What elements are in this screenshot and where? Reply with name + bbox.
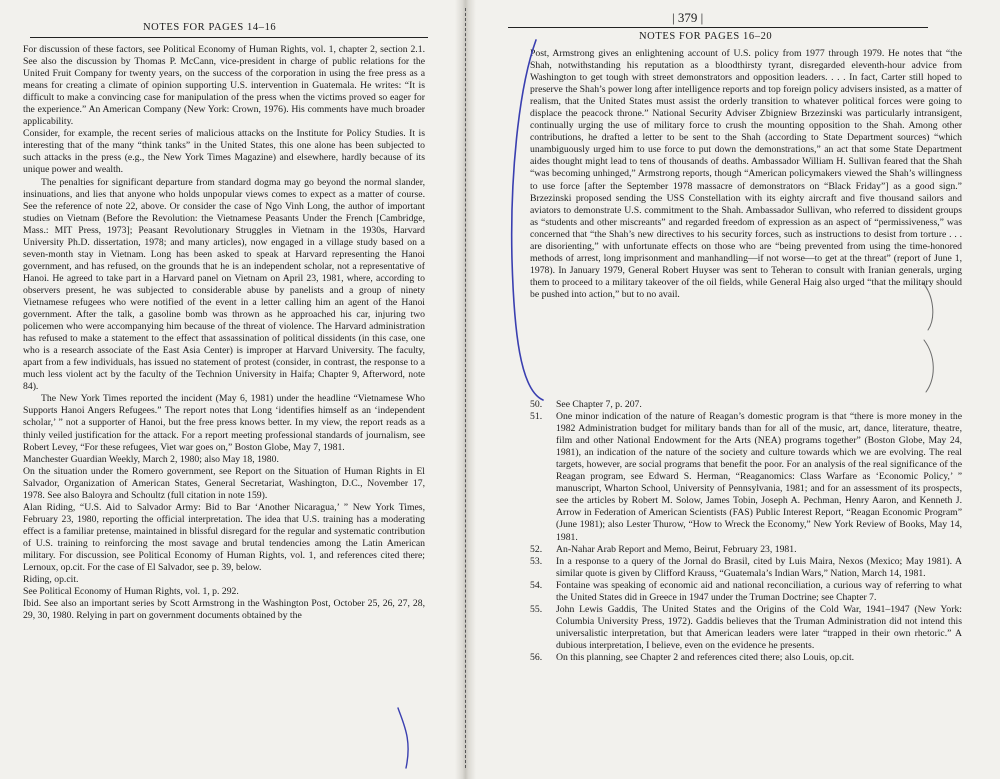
note-number: 52.: [530, 543, 543, 555]
left-paragraph: Manchester Guardian Weekly, March 2, 1980; also May 18, 1980.: [23, 453, 279, 465]
notes-list: [530, 399, 962, 664]
note-number: 56.: [530, 651, 543, 663]
left-paragraph: On the situation under the Romero government, see Report on the Situation of Human Rights in El Salvador, Organization of American States, General Secretariat, Washington, D.C., November 17, 1978. See also Baloyra and Schoultz (full citation in note 159).: [23, 465, 425, 501]
left-running-head: NOTES FOR PAGES 14–16: [143, 22, 277, 33]
note-item: [530, 411, 962, 544]
note-text: See Chapter 7, p. 207.: [556, 399, 642, 410]
right-page: [476, 0, 1000, 779]
note-number: 51.: [530, 411, 543, 423]
left-paragraph: The New York Times reported the incident (May 6, 1981) under the headline “Vietnamese Who Supports Hanoi Angers Refugees.” The report notes that Long ‘identifies himself as an ‘independent scholar,’ ” not a supporter of Hanoi, but the free press knows better. In my view, the report reads as a thinly veiled justification for the attack. For a report meeting professional standards of journalism, see Robert Levey, “For these refugees, Viet war goes on,” Boston Globe, May 7, 1981.: [23, 393, 425, 453]
note-item: [530, 544, 962, 556]
note-item: [530, 652, 962, 664]
note-number: 54.: [530, 579, 543, 591]
note-number: 53.: [530, 555, 543, 567]
right-running-head: NOTES FOR PAGES 16–20: [639, 31, 773, 42]
note-text: On this planning, see Chapter 2 and references cited there; also Louis, op.cit.: [556, 651, 855, 663]
page-number: | 379 |: [672, 10, 704, 25]
note-text: An-Nahar Arab Report and Memo, Beirut, February 23, 1981.: [556, 543, 797, 555]
right-header-rule-top: [508, 27, 928, 28]
note-item: [530, 399, 962, 411]
note-item: [530, 604, 962, 652]
note-number: 55.: [530, 603, 543, 615]
left-header-rule: [30, 37, 428, 38]
left-paragraph: Consider, for example, the recent series of malicious attacks on the Institute for Policy Studies. It is interesting that of the many “think tanks” in the United States, this one alone has been subjected to such attacks in the press (e.g., the New York Times Magazine) and elsewhere, hardly because of its unique power and wealth.: [23, 128, 425, 176]
left-paragraph: Riding, op.cit.: [23, 574, 79, 586]
note-item: [530, 580, 962, 604]
note-text: Fontaine was speaking of economic aid and national reconciliation, a curious way of referring to what the United States did in Greece in 1947 under the Truman Doctrine; see Chapter 7.: [556, 579, 962, 603]
left-paragraph: The penalties for significant departure from standard dogma may go beyond the normal slander, insinuations, and lies that anyone who holds unpopular views comes to expect as a matter of course. See the reference of note 22, above. Or consider the case of Ngo Vinh Long, the author of important studies on Vietnam (Before the Revolution: the Vietnamese Peasants Under the French [Cambridge, Mass.: MIT Press, 1973]; Peasant Revolutionary Struggles in Vietnam in the 1930s, Harvard University Ph.D. dissertation, 1978; and many articles), now engaged in a village study based on a seven-month stay in Vietnam. Long has been asked to speak at Harvard representing the Hanoi government, and has refused, on the grounds that he is an independent scholar, not a representative of Hanoi. He agreed to take part in a Harvard panel on Vietnam on April 23, 1981, where, according to observers present, he was subjected to considerable abuse by panelists and a group of ninety Vietnamese refugees who were notified of the event in a letter calling him an agent of the Hanoi government. After the talk, a gasoline bomb was thrown as he approached his car, injuring two policemen who were accompanying him because of the threat of violence. The Harvard administration has refused to make a statement to the effect that assassination of political dissidents (in this case, one who is a research associate of the East Asia Center) is improper at Harvard University. The faculty, apart from a few individuals, has issued no statement of protest (consider, in contrast, the response to a much less violent act by the faculty of the Technion University in Haifa; Chapter 9, Afterword, note 84).: [23, 176, 425, 393]
note-text: In a response to a query of the Jornal do Brasil, cited by Luis Maira, Nexos (Mexico; May 1981). A similar quote is given by Clifford Krauss, “Guatemala’s Indian Wars,” Nation, March 14, 1981.: [556, 555, 962, 579]
note-text: John Lewis Gaddis, The United States and the Origins of the Cold War, 1941–1947 (New York: Columbia University Press, 1972). Gaddis believes that the Truman Administration did not intend this universalistic interpretation, but that American leaders were later “trapped in their own rhetoric.” A dubious interpretation, I believe, even on the evidence he presents.: [556, 603, 962, 651]
left-paragraph: See Political Economy of Human Rights, vol. 1, p. 292.: [23, 586, 239, 598]
note-number: 50.: [530, 399, 543, 410]
note-text: One minor indication of the nature of Reagan’s domestic program is that “there is more money in the 1982 Administration budget for military bands than for all of the music, art, dance, literature, theatre, film and other National Endowment for the Arts (NEA) programs together” (Boston Globe, May 24, 1981), an indication of the nature of the society and culture towards which we are evolving. The real targets, however, are social programs that benefit the poor. For an analysis of the real significance of the Reagan program, see Edward S. Herman, “Reaganomics: Class Warfare as ‘Economic Policy,’ ” manuscript, Wharton School, University of Pennsylvania, 1981; and for an assessment of its prospects, see the articles by Robert M. Solow, James Tobin, Joseph A. Pechman, Henry Aaron, and Kenneth J. Arrow in Federation of American Scientists (FAS) Public Interest Report, “Reagan Economic Program” (June 1981); also Lester Thurow, “How to Wreck the Economy,” New York Review of Books, May 14, 1981.: [556, 411, 962, 543]
right-continuation-text: [530, 48, 962, 301]
note-item: [530, 556, 962, 580]
left-page-text: [23, 44, 425, 622]
left-page: [0, 0, 455, 779]
gutter-fold-line: [465, 8, 467, 768]
continuation-paragraph: Post, Armstrong gives an enlightening account of U.S. policy from 1977 through 1979. He notes that “the Shah, notwithstanding his reputation as a bloodthirsty tyrant, disregarded eleventh-hour advice from Washington to get tough with street demonstrators and opposition leaders. . . . In fact, Carter still hoped to preserve the Shah’s power long after intelligence reports and top foreign policy advisers insisted, as a matter of realism, that the United States must assist the orderly transition to whatever political forces were going to displace the peacock throne.” National Security Adviser Zbigniew Brzezinski was particularly intransigent, continually urging the use of military force to crush the mounting opposition to the Shah. Among other contributions, he drafted a letter to be sent to the Shah (according to State Department sources) “which unambiguously urged him to use force to put down the demonstrations,” an act that some State Department aides thought might lead to tens of thousands of deaths. Ambassador William H. Sullivan feared that the Shah “was becoming unhinged,” Armstrong reports, though “American policymakers viewed the Shah’s willingness to use force [after the September 1978 massacre of demonstrators on “Black Friday”] as a good sign.” Brzezinski proposed sending the USS Constellation with its eighty aircraft and five thousand sailors and aviators to demonstrate U.S. commitment to the Shah. Ambassador Sullivan, who referred to dissident groups as “students and other miscreants” and regarded freedom of expression as an aspect of “permissiveness,” was concerned that “the Shah’s new directives to his security forces, such as instructions to desist from torture . . . are disorienting,” with unfortunate effects on those who are “being prevented from using the time-honored methods of arrest, long imprisonment and manhandling—if not worse—to get at the threat” (report of June 1, 1978). In January 1979, General Robert Huyser was sent to Teheran to consult with Iranian generals, urging them to proceed to a military takeover of the oil fields, while General Haig also urged “that the military should be pushed into action,” but to no avail.: [530, 48, 962, 300]
left-paragraph: Ibid. See also an important series by Scott Armstrong in the Washington Post, October 25, 26, 27, 28, 29, 30, 1980. Relying in part on government documents obtained by the: [23, 598, 425, 622]
left-paragraph: Alan Riding, “U.S. Aid to Salvador Army: Bid to Bar ‘Another Nicaragua,’ ” New York Times, February 23, 1980, reporting the official interpretation. The idea that U.S. training has a moderating effect is a familiar pretense, maintained in blissful disregard for the regular and systematic contribution of U.S. training to reinforcing the most savage and brutal tendencies among the Latin American military. For discussion, see Political Economy of Human Rights, vol. 1, and references cited there; Lernoux, op.cit. For the case of El Salvador, see p. 39, below.: [23, 501, 425, 574]
left-paragraph: For discussion of these factors, see Political Economy of Human Rights, vol. 1, chapter 2, section 2.1. See also the discussion by Thomas P. McCann, vice-president in charge of public relations for the United Fruit Company for twenty years, on the success of the corporation in using the free press as a means for creating a climate of opinion supporting U.S. intervention in Guatemala. He writes: “It is difficult to make a convincing case for manipulation of the press when the victims proved so eager for the experience.” An American Company (New York: Crown, 1976). His comments have much broader applicability.: [23, 44, 425, 128]
